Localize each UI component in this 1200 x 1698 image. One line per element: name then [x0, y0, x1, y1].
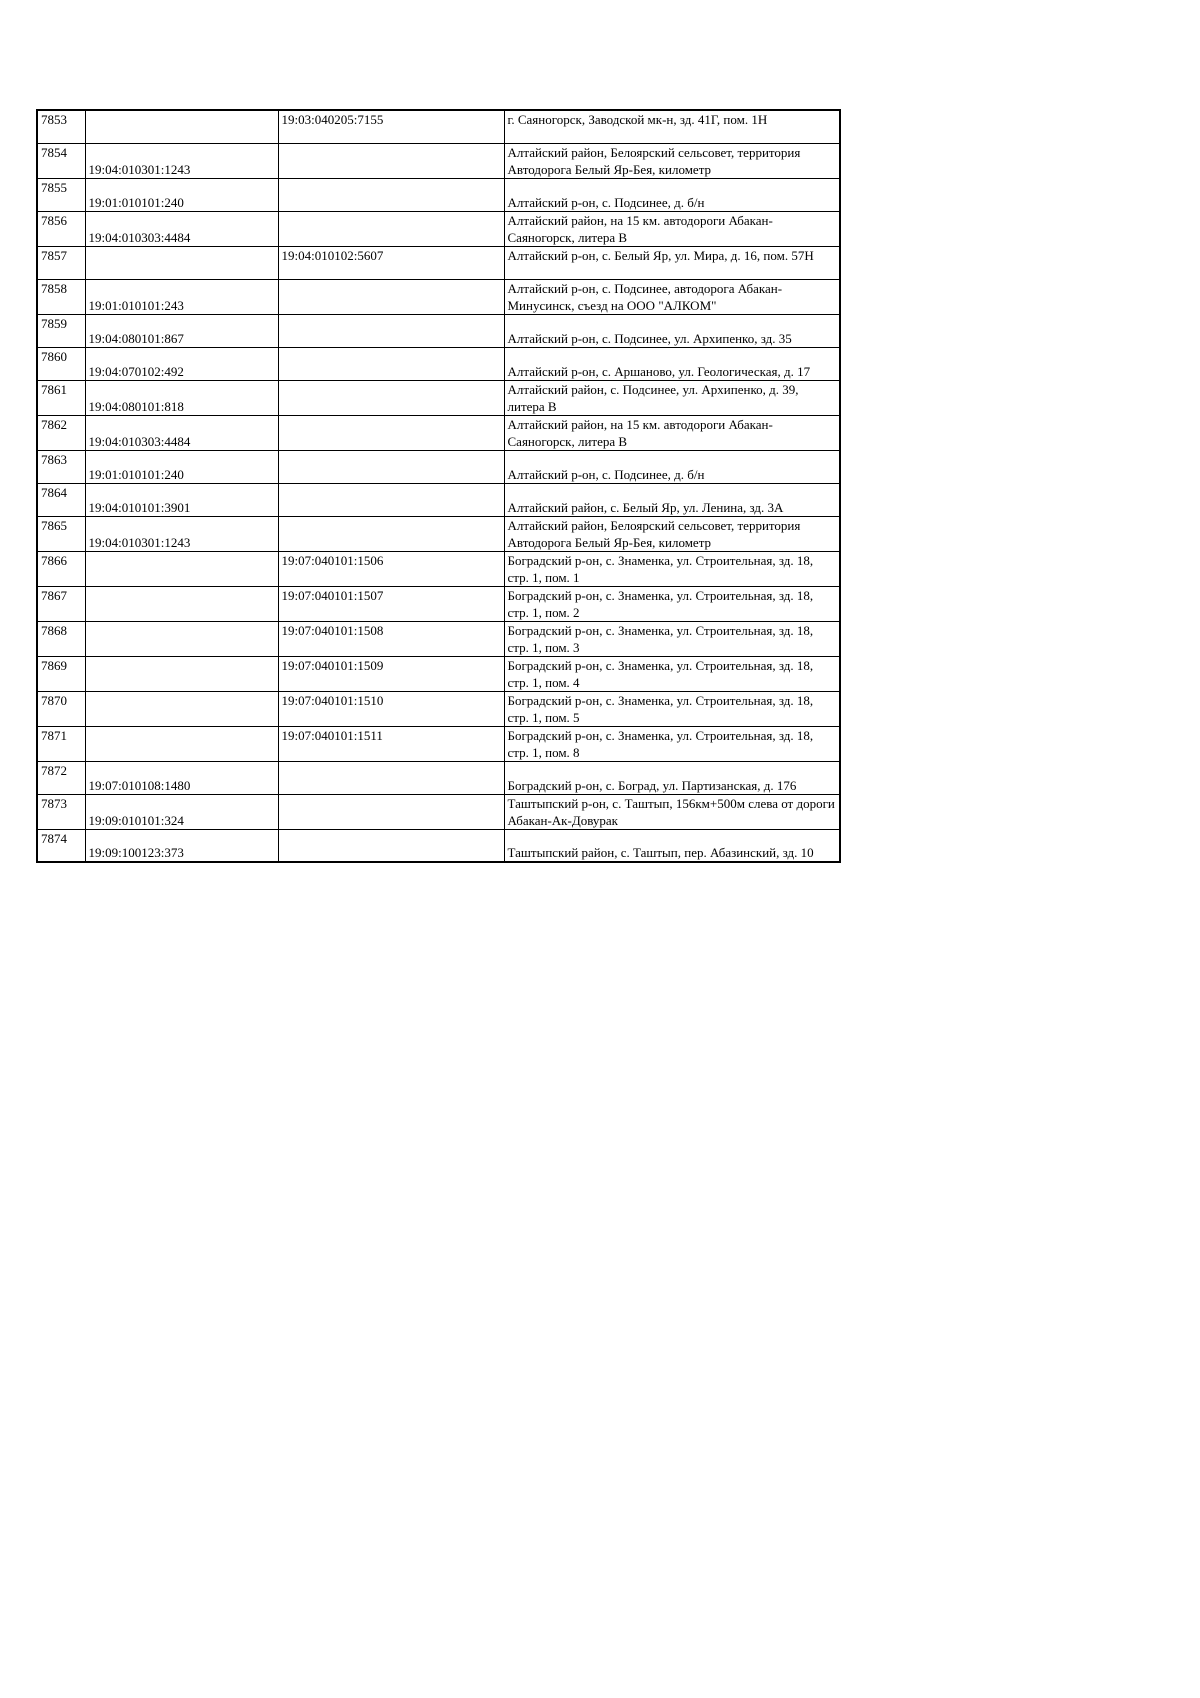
premises-cadastral-number-cell [278, 829, 504, 862]
row-number-cell: 7872 [37, 761, 85, 794]
table-row [37, 246, 840, 279]
address-cell: Алтайский район, с. Белый Яр, ул. Ленина, зд. 3А [504, 483, 840, 516]
table-row [37, 761, 840, 794]
row-number-cell: 7863 [37, 450, 85, 483]
address-cell: Боградский р-он, с. Знаменка, ул. Строительная, зд. 18, стр. 1, пом. 2 [504, 586, 840, 621]
address-cell: г. Саяногорск, Заводской мк-н, зд. 41Г, пом. 1Н [504, 110, 840, 143]
cadastral-number-cell: 19:09:100123:373 [85, 829, 278, 862]
table-row [37, 211, 840, 246]
table-row [37, 415, 840, 450]
row-number-cell: 7874 [37, 829, 85, 862]
cadastral-number-cell: 19:01:010101:240 [85, 450, 278, 483]
premises-cadastral-number-cell [278, 178, 504, 211]
row-number-cell: 7853 [37, 110, 85, 143]
row-number-cell: 7854 [37, 143, 85, 178]
table-row [37, 726, 840, 761]
table-row [37, 279, 840, 314]
address-cell: Алтайский р-он, с. Подсинее, д. б/н [504, 450, 840, 483]
table-row [37, 829, 840, 862]
premises-cadastral-number-cell: 19:04:010102:5607 [278, 246, 504, 279]
premises-cadastral-number-cell: 19:07:040101:1506 [278, 551, 504, 586]
row-number-cell: 7864 [37, 483, 85, 516]
address-cell: Таштыпский р-он, с. Таштып, 156км+500м слева от дороги Абакан-Ак-Довурак [504, 794, 840, 829]
row-number-cell: 7855 [37, 178, 85, 211]
row-number-cell: 7873 [37, 794, 85, 829]
premises-cadastral-number-cell [278, 483, 504, 516]
premises-cadastral-number-cell: 19:03:040205:7155 [278, 110, 504, 143]
cadastral-number-cell [85, 551, 278, 586]
premises-cadastral-number-cell [278, 211, 504, 246]
address-cell: Алтайский район, с. Подсинее, ул. Архипенко, д. 39, литера В [504, 380, 840, 415]
address-cell: Алтайский район, Белоярский сельсовет, территория Автодорога Белый Яр-Бея, километр [504, 143, 840, 178]
registry-table [36, 109, 841, 863]
table-row [37, 586, 840, 621]
address-cell: Алтайский р-он, с. Подсинее, автодорога Абакан-Минусинск, съезд на ООО "АЛКОМ" [504, 279, 840, 314]
premises-cadastral-number-cell [278, 279, 504, 314]
premises-cadastral-number-cell [278, 415, 504, 450]
cadastral-number-cell [85, 656, 278, 691]
row-number-cell: 7866 [37, 551, 85, 586]
premises-cadastral-number-cell [278, 143, 504, 178]
cadastral-number-cell [85, 110, 278, 143]
premises-cadastral-number-cell [278, 450, 504, 483]
address-cell: Боградский р-он, с. Знаменка, ул. Строительная, зд. 18, стр. 1, пом. 8 [504, 726, 840, 761]
address-cell: Боградский р-он, с. Знаменка, ул. Строительная, зд. 18, стр. 1, пом. 4 [504, 656, 840, 691]
cadastral-number-cell: 19:07:010108:1480 [85, 761, 278, 794]
row-number-cell: 7869 [37, 656, 85, 691]
premises-cadastral-number-cell: 19:07:040101:1511 [278, 726, 504, 761]
row-number-cell: 7861 [37, 380, 85, 415]
table-row [37, 380, 840, 415]
cadastral-number-cell: 19:04:010301:1243 [85, 143, 278, 178]
address-cell: Алтайский район, на 15 км. автодороги Абакан-Саяногорск, литера В [504, 415, 840, 450]
address-cell: Алтайский район, Белоярский сельсовет, территория Автодорога Белый Яр-Бея, километр [504, 516, 840, 551]
premises-cadastral-number-cell: 19:07:040101:1508 [278, 621, 504, 656]
address-cell: Алтайский р-он, с. Подсинее, ул. Архипенко, зд. 35 [504, 314, 840, 347]
cadastral-number-cell: 19:04:070102:492 [85, 347, 278, 380]
cadastral-number-cell: 19:04:010101:3901 [85, 483, 278, 516]
premises-cadastral-number-cell: 19:07:040101:1509 [278, 656, 504, 691]
row-number-cell: 7862 [37, 415, 85, 450]
row-number-cell: 7868 [37, 621, 85, 656]
address-cell: Боградский р-он, с. Знаменка, ул. Строительная, зд. 18, стр. 1, пом. 1 [504, 551, 840, 586]
address-cell: Алтайский р-он, с. Белый Яр, ул. Мира, д. 16, пом. 57Н [504, 246, 840, 279]
row-number-cell: 7870 [37, 691, 85, 726]
premises-cadastral-number-cell [278, 347, 504, 380]
cadastral-number-cell [85, 246, 278, 279]
table-row [37, 516, 840, 551]
table-row [37, 794, 840, 829]
cadastral-number-cell: 19:01:010101:240 [85, 178, 278, 211]
cadastral-number-cell [85, 691, 278, 726]
table-row [37, 691, 840, 726]
cadastral-number-cell [85, 621, 278, 656]
cadastral-number-cell: 19:04:080101:867 [85, 314, 278, 347]
row-number-cell: 7859 [37, 314, 85, 347]
cadastral-number-cell [85, 586, 278, 621]
premises-cadastral-number-cell [278, 761, 504, 794]
address-cell: Алтайский р-он, с. Аршаново, ул. Геологическая, д. 17 [504, 347, 840, 380]
table-row [37, 656, 840, 691]
address-cell: Алтайский р-он, с. Подсинее, д. б/н [504, 178, 840, 211]
cadastral-number-cell: 19:09:010101:324 [85, 794, 278, 829]
table-row [37, 178, 840, 211]
row-number-cell: 7858 [37, 279, 85, 314]
address-cell: Боградский р-он, с. Знаменка, ул. Строительная, зд. 18, стр. 1, пом. 5 [504, 691, 840, 726]
table-row [37, 110, 840, 143]
address-cell: Алтайский район, на 15 км. автодороги Абакан-Саяногорск, литера В [504, 211, 840, 246]
premises-cadastral-number-cell [278, 794, 504, 829]
premises-cadastral-number-cell: 19:07:040101:1507 [278, 586, 504, 621]
registry-table-body [37, 110, 840, 862]
cadastral-number-cell: 19:04:080101:818 [85, 380, 278, 415]
cadastral-number-cell: 19:04:010301:1243 [85, 516, 278, 551]
table-row [37, 347, 840, 380]
table-row [37, 551, 840, 586]
table-row [37, 621, 840, 656]
cadastral-number-cell: 19:04:010303:4484 [85, 415, 278, 450]
table-row [37, 143, 840, 178]
premises-cadastral-number-cell: 19:07:040101:1510 [278, 691, 504, 726]
cadastral-number-cell: 19:04:010303:4484 [85, 211, 278, 246]
row-number-cell: 7871 [37, 726, 85, 761]
cadastral-number-cell [85, 726, 278, 761]
premises-cadastral-number-cell [278, 314, 504, 347]
address-cell: Боградский р-он, с. Боград, ул. Партизанская, д. 176 [504, 761, 840, 794]
address-cell: Боградский р-он, с. Знаменка, ул. Строительная, зд. 18, стр. 1, пом. 3 [504, 621, 840, 656]
cadastral-number-cell: 19:01:010101:243 [85, 279, 278, 314]
premises-cadastral-number-cell [278, 380, 504, 415]
table-row [37, 483, 840, 516]
address-cell: Таштыпский район, с. Таштып, пер. Абазинский, зд. 10 [504, 829, 840, 862]
table-row [37, 450, 840, 483]
row-number-cell: 7857 [37, 246, 85, 279]
row-number-cell: 7856 [37, 211, 85, 246]
row-number-cell: 7867 [37, 586, 85, 621]
table-row [37, 314, 840, 347]
premises-cadastral-number-cell [278, 516, 504, 551]
row-number-cell: 7865 [37, 516, 85, 551]
row-number-cell: 7860 [37, 347, 85, 380]
